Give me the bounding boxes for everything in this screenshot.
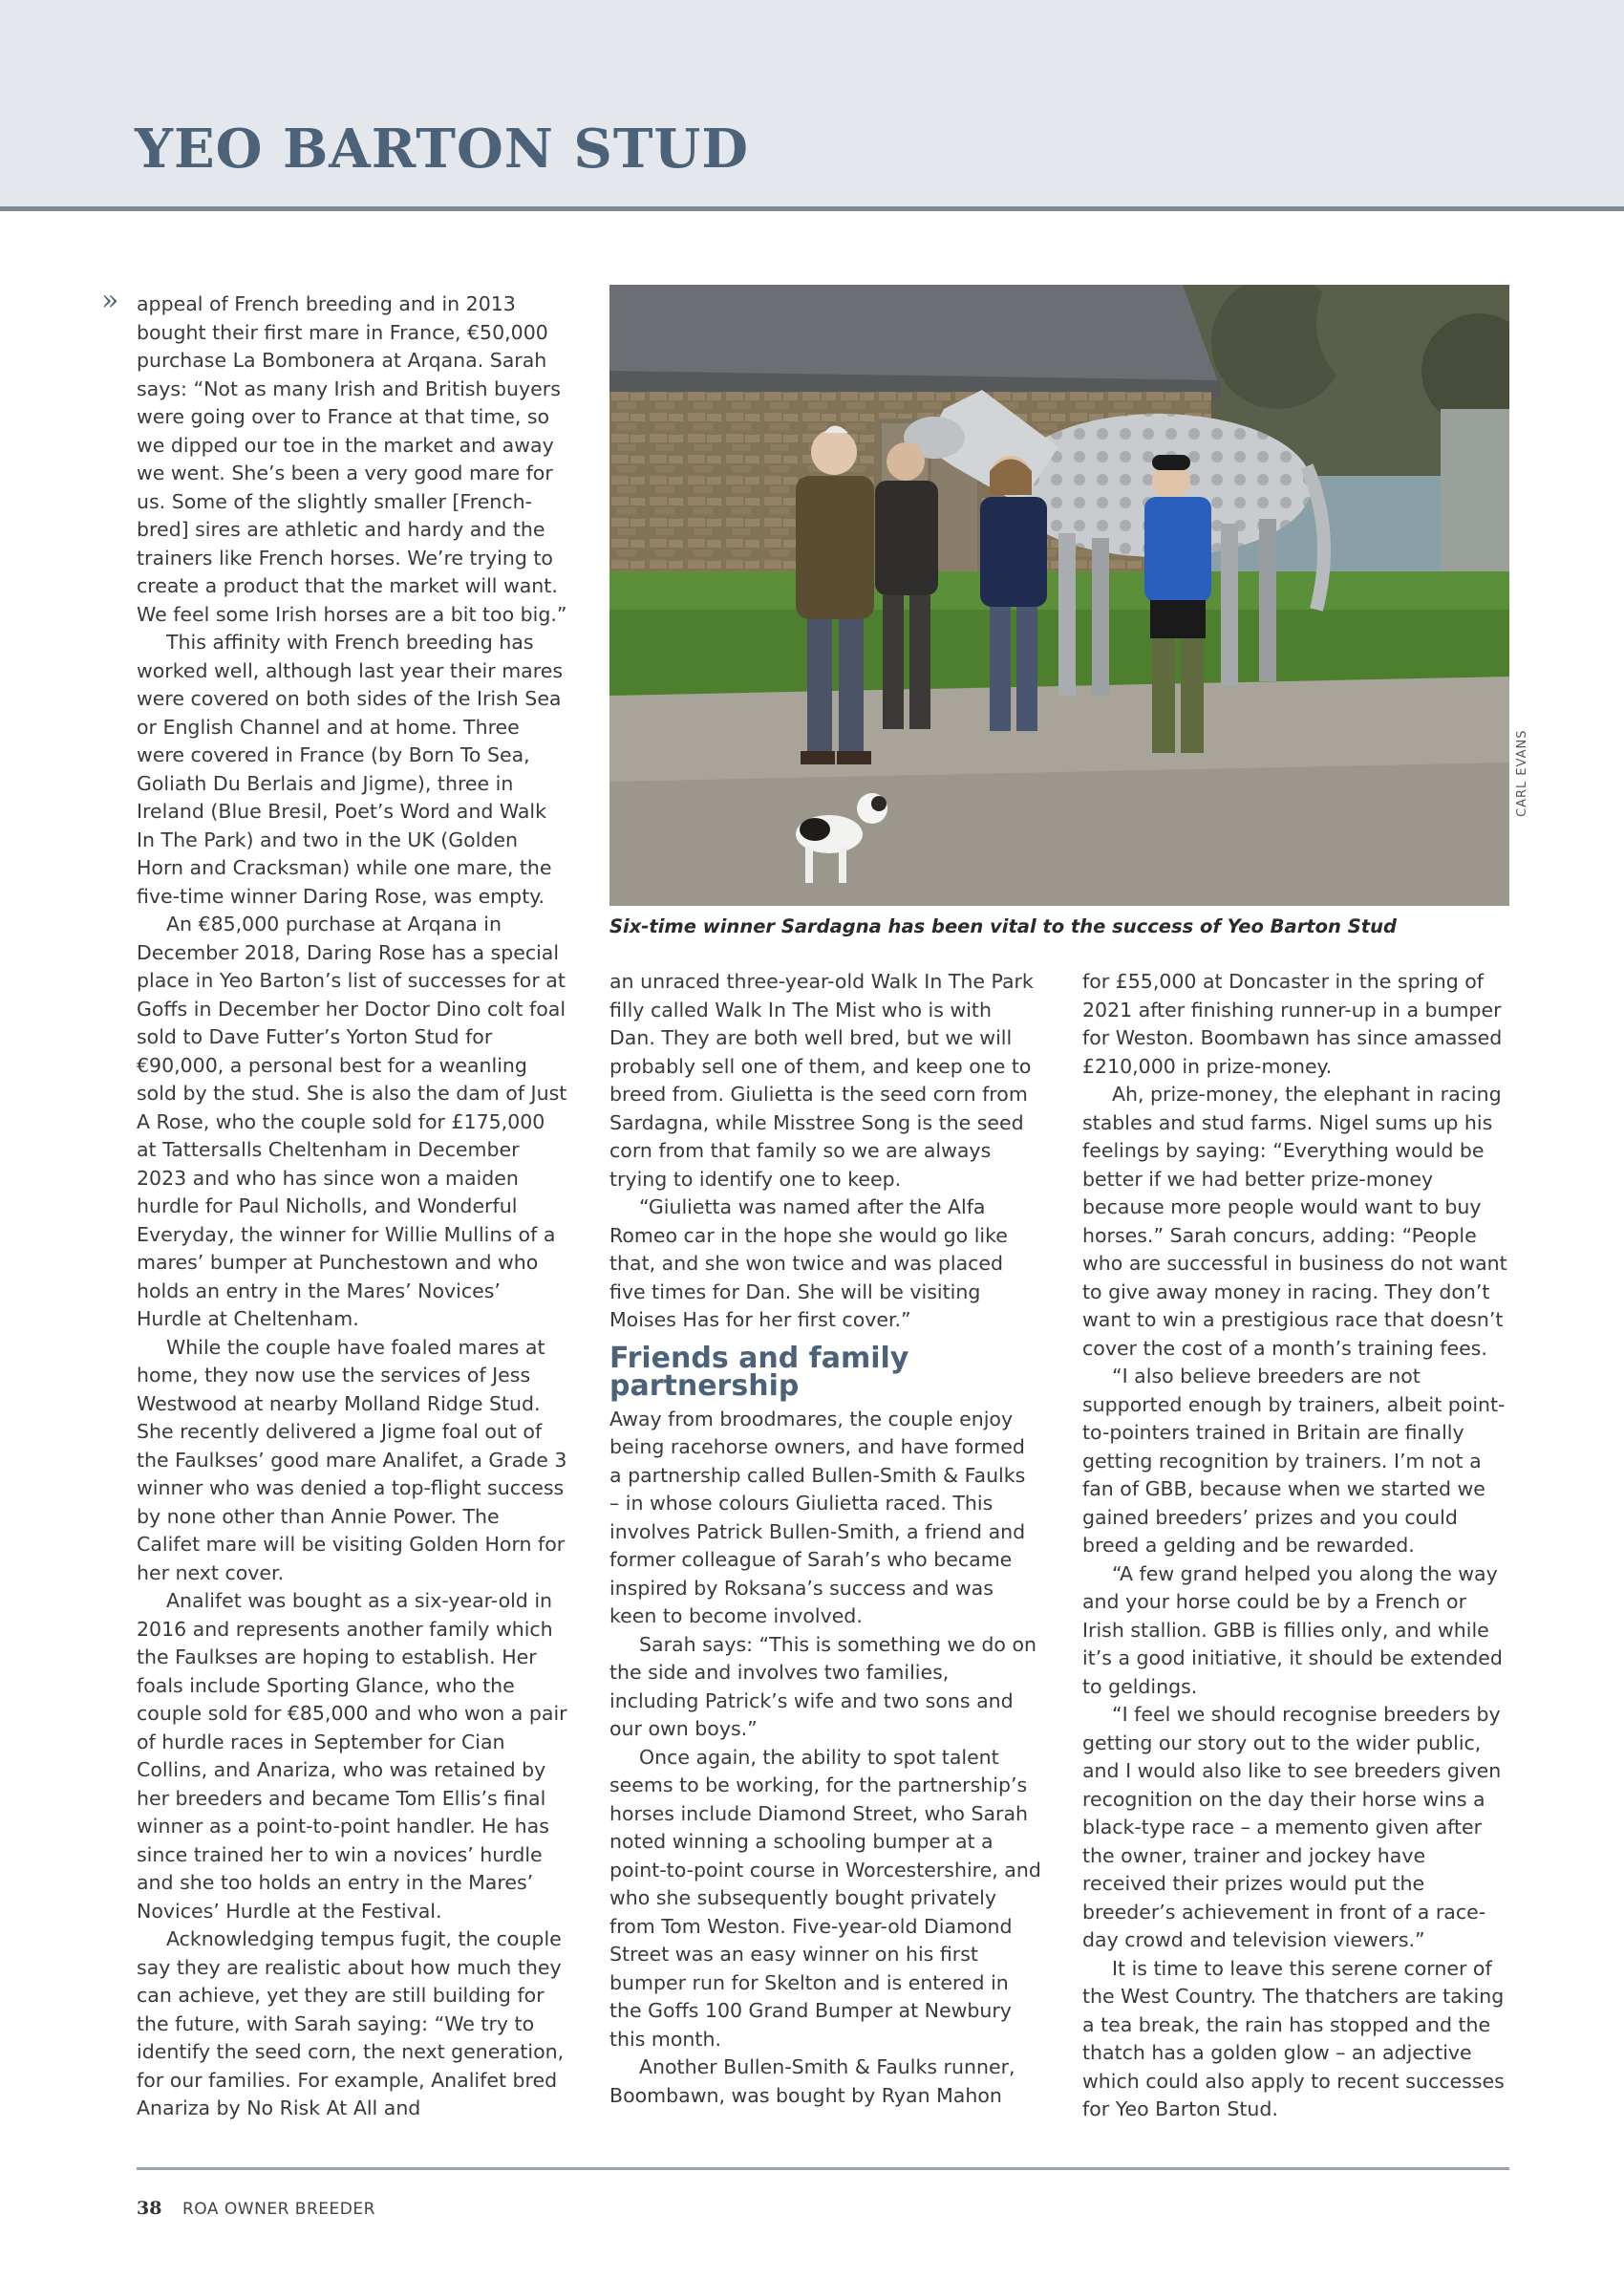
paragraph: “I also believe breeders are not supported enough by trainers, albeit point-to-pointers trained in Britain are finally getting recognition by trainers. I’m not a fan of GBB, because when we started we gained breeders’ prizes and you could breed a gelding and be rewarded. (1082, 1365, 1506, 1557)
page-number: 38 (137, 2198, 162, 2219)
article-column-3 (1082, 968, 1514, 2124)
section-title: YEO BARTON STUD (135, 118, 749, 181)
paragraph: Ah, prize-money, the elephant in racing stables and stud farms. Nigel sums up his feelings by saying: “Everything would be better if we had better prize-money because more people would want to buy horses.” Sarah concurs, adding: “People who are successful in business do not want to give away money in racing. They don’t want to win a prestigious race that doesn’t cover the cost of a month’s training fees. (1082, 1083, 1507, 1360)
article-column-1 (137, 290, 568, 2123)
paragraph: While the couple have foaled mares at home, they now use the services of Jess Westwood at nearby Molland Ridge Stud. She recently delivered a Jigme foal out of the Faulkses’ good mare Analifet, a Grade 3 winner who was denied a top-flight success by none other than Annie Power. The Califet mare will be visiting Golden Horn for her next cover. (137, 1335, 567, 1584)
paragraph: “I feel we should recognise breeders by getting our story out to the wider public, and I would also like to see breeders given recognition on the day their horse wins a black-type race – a memento given after the owner, trainer and jockey have received their prizes would put the breeder’s achievement in front of a race-day crowd and television viewers.” (1082, 1703, 1502, 1951)
paragraph: It is time to leave this serene corner of the West Country. The thatchers are taking a tea break, the rain has stopped and the thatch has a golden glow – an adjective which could also apply to recent successes for Yeo Barton Stud. (1082, 1956, 1505, 2120)
photo-illustration (609, 285, 1509, 906)
paragraph: An €85,000 purchase at Arqana in December 2018, Daring Rose has a special place in Yeo Barton’s list of successes for at Goffs in December her Doctor Dino colt foal sold to Dave Futter’s Yorton Stud for €90,000, a personal best for a weanling sold by the stud. She is also the dam of Just A Rose, who the couple sold for £175,000 at Tattersalls Cheltenham in December 2023 and who has since won a maiden hurdle for Paul Nicholls, and Wonderful Everyday, the winner for Willie Mullins of a mares’ bumper at Punchestown and who holds an entry in the Mares’ Novices’ Hurdle at Cheltenham. (137, 913, 567, 1330)
photo-credit: CARL EVANS (1515, 729, 1529, 817)
paragraph: appeal of French breeding and in 2013 bought their first mare in France, €50,000 purchase La Bombonera at Arqana. Sarah says: “Not as many Irish and British buyers were going over to France at that time, so we dipped our toe in the market and away we went. She’s been a very good mare for us. Some of the slightly smaller [French-bred] sires are athletic and hardy and the trainers like French horses. We’re trying to create a product that the market will want. We feel some Irish horses are a bit too big.” (137, 292, 567, 626)
article-column-2 (609, 968, 1041, 2110)
paragraph: Analifet was bought as a six-year-old in 2016 and represents another family which the Faulkses are hoping to establish. Her foals include Sporting Glance, who the couple sold for €85,000 and who won a pair of hurdle races in September for Cian Collins, and Anariza, who was retained by her breeders and became Tom Ellis’s final winner as a point-to-point handler. He has since trained her to win a novices’ hurdle and she too holds an entry in the Mares’ Novices’ Hurdle at the Festival. (137, 1589, 567, 1923)
paragraph: Acknowledging tempus fugit, the couple say they are realistic about how much they can achieve, yet they are still building for the future, with Sarah saying: “We try to identify the seed corn, the next generation, for our families. For example, Analifet bred Anariza by No Risk At All and (137, 1927, 565, 2119)
paragraph: Away from broodmares, the couple enjoy being racehorse owners, and have formed a partnership called Bullen-Smith & Faulks – in whose colours Giulietta raced. This involves Patrick Bullen-Smith, a friend and former colleague of Sarah’s who became inspired by Roksana’s success and was keen to become involved. (609, 1407, 1026, 1627)
paragraph: Once again, the ability to spot talent seems to be working, for the partnership’s horses include Diamond Street, who Sarah noted winning a schooling bumper at a point-to-point course in Worcestershire, and who she subsequently bought privately from Tom Weston. Five-year-old Diamond Street was an easy winner on his first bumper run for Skelton and is entered in the Goffs 100 Grand Bumper at Newbury this month. (609, 1745, 1041, 2051)
stud-photo (609, 285, 1509, 906)
paragraph: an unraced three-year-old Walk In The Park filly called Walk In The Mist who is with Dan. They are both well bred, but we will probably sell one of them, and keep one to breed from. Giulietta is the seed corn from Sardagna, while Misstree Song is the seed corn from that family so we are always trying to identify one to keep. (609, 970, 1034, 1191)
paragraph: Another Bullen-Smith & Faulks runner, Boombawn, was bought by Ryan Mahon (609, 2055, 1015, 2107)
paragraph: This affinity with French breeding has worked well, although last year their mares were covered on both sides of the Irish Sea or English Channel and at home. Three were covered in France (by Born To Sea, Goliath Du Berlais and Jigme), three in Ireland (Blue Bresil, Poet’s Word and Walk In The Park) and two in the UK (Golden Horn and Cracksman) while one mare, the five-time winner Daring Rose, was empty. (137, 631, 563, 908)
footer-rule (137, 2167, 1509, 2170)
paragraph: for £55,000 at Doncaster in the spring of 2021 after finishing runner-up in a bumper for Weston. Boombawn has since amassed £210,000 in prize-money. (1082, 970, 1503, 1078)
publication-name: ROA OWNER BREEDER (182, 2200, 375, 2219)
paragraph: “A few grand helped you along the way and your horse could be by a French or Irish stallion. GBB is fillies only, and while it’s a good initiative, it should be extended to geldings. (1082, 1561, 1503, 1698)
paragraph: Sarah says: “This is something we do on the side and involves two families, including Patrick’s wife and two sons and our own boys.” (609, 1632, 1037, 1740)
subheading: Friends and family partnership (609, 1341, 909, 1403)
header-rule (0, 206, 1624, 211)
continue-marker: » (101, 284, 119, 317)
photo-caption: Six-time winner Sardagna has been vital to the success of Yeo Barton Stud (609, 915, 1397, 937)
paragraph: “Giulietta was named after the Alfa Romeo car in the hope she would go like that, and she won twice and was placed five times for Dan. She will be visiting Moises Has for her first cover.” (609, 1195, 1008, 1331)
